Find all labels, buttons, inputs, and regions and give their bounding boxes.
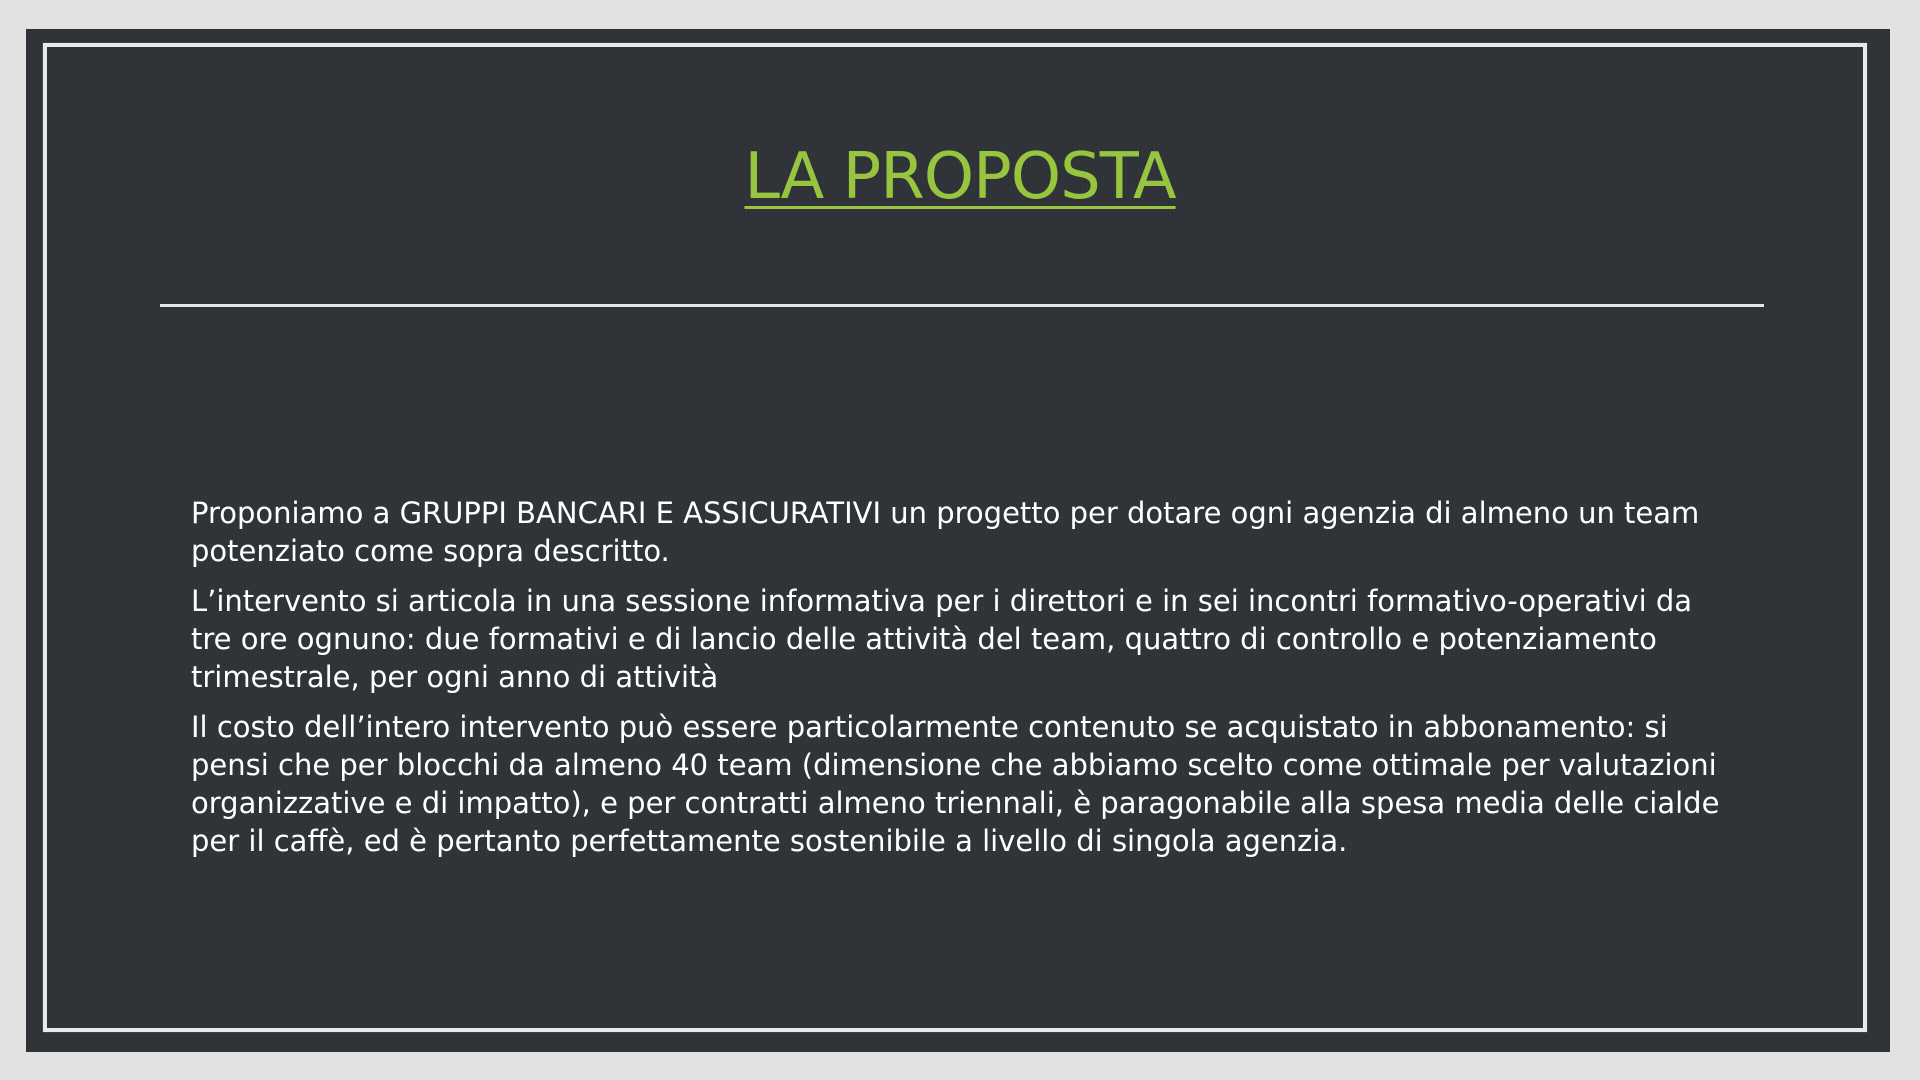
paragraph-proposal: Proponiamo a GRUPPI BANCARI E ASSICURATIVI un progetto per dotare ogni agenzia di almeno un team potenziato come sopra descritto. — [191, 496, 1700, 568]
slide-title-text: LA PROPOSTA — [744, 140, 1176, 214]
slide-title — [0, 140, 1920, 214]
slide-body — [191, 494, 1731, 872]
paragraph-cost: Il costo dell’intero intervento può essere particolarmente contenuto se acquistato in abbonamento: si pensi che per blocchi da almeno 40 team (dimensione che abbiamo scelto come ottimale per valutazioni organizzative e di impatto), e per contratti almeno triennali, è paragonabile alla spesa media delle cialde per il caffè, ed è pertanto perfettamente sostenibile a livello di singola agenzia. — [191, 710, 1720, 858]
title-divider — [160, 304, 1764, 307]
paragraph-intervention: L’intervento si articola in una sessione informativa per i direttori e in sei incontri formativo-operativi da tre ore ognuno: due formativi e di lancio delle attività del team, quattro di controllo e potenziamento trimestrale, per ogni anno di attività — [191, 584, 1693, 694]
